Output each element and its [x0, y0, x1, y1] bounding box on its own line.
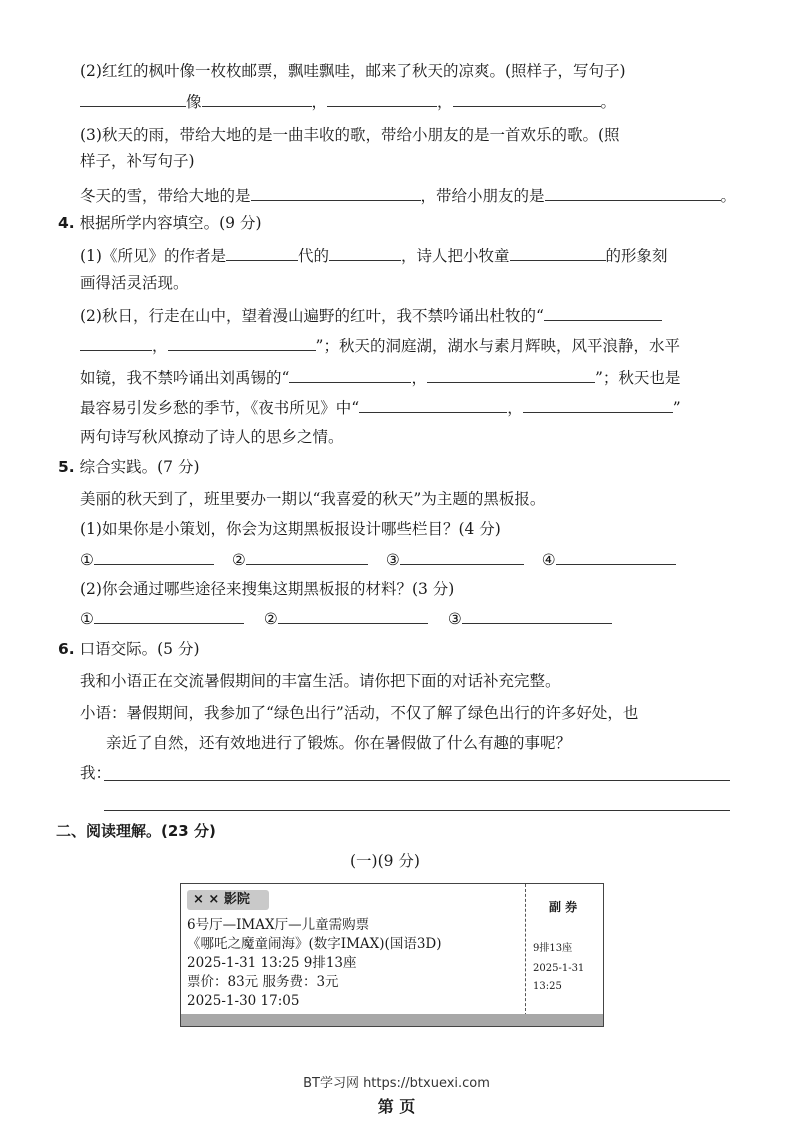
q4-p2-line2	[80, 334, 680, 357]
comma: ，	[437, 93, 453, 111]
mark-1: ①	[80, 551, 94, 569]
answer-blank[interactable]	[556, 548, 676, 565]
q4-p2-line1	[80, 304, 662, 327]
answer-blank[interactable]	[400, 548, 524, 565]
q4-p1-c: ，诗人把小牧童	[400, 247, 510, 265]
answer-blank[interactable]	[510, 244, 606, 261]
q5-p1: (1)如果你是小策划，你会为这期黑板报设计哪些栏目？(4 分)	[80, 520, 501, 538]
q3-fill-a: 冬天的雪，带给大地的是	[80, 187, 251, 205]
q3-p3-line1: (3)秋天的雨，带给大地的是一曲丰收的歌，带给小朋友的是一首欢乐的歌。(照	[80, 126, 620, 144]
answer-blank[interactable]	[168, 334, 316, 351]
answer-blank[interactable]	[544, 304, 662, 321]
q3-p3-fill	[80, 184, 736, 207]
q3-p2-text: (2)红红的枫叶像一枚枚邮票，飘哇飘哇，邮来了秋天的凉爽。(照样子，写句子)	[80, 62, 626, 80]
q5-p1-blanks	[80, 548, 676, 571]
q5-title	[58, 456, 200, 478]
ticket-line5: 2025-1-30 17:05	[187, 993, 300, 1009]
answer-blank[interactable]	[453, 90, 601, 107]
comma: ，	[311, 93, 328, 111]
comma: ，	[507, 399, 523, 417]
ticket-perforation	[525, 884, 526, 1016]
q6-title	[58, 638, 200, 660]
q4-p1-line2: 画得活灵活现。	[80, 274, 189, 292]
q5-number: 5.	[58, 458, 75, 476]
ticket-line2: 《哪吒之魔童闹海》(数字IMAX)(国语3D)	[187, 936, 442, 952]
q4-number: 4.	[58, 214, 75, 232]
ticket-cinema: × × 影院	[187, 890, 269, 910]
answer-blank[interactable]	[202, 90, 312, 107]
q4-p1	[80, 244, 668, 267]
q3-p3-line2: 样子，补写句子)	[80, 152, 195, 170]
q5-title-text: 综合实践。(7 分)	[79, 458, 200, 476]
q6-xiaoyu-line1: 小语：暑假期间，我参加了“绿色出行”活动，不仅了解了绿色出行的许多好处，也	[80, 704, 639, 722]
q3-like: 像	[186, 93, 202, 111]
q6-number: 6.	[58, 640, 75, 658]
comma: ，	[152, 337, 168, 355]
comma: ，	[411, 369, 427, 387]
answer-blank[interactable]	[226, 244, 298, 261]
q5-p2-blanks	[80, 607, 612, 630]
movie-ticket	[180, 883, 604, 1027]
answer-blank[interactable]	[327, 90, 437, 107]
answer-blank[interactable]	[545, 184, 721, 201]
ticket-bottom-bar	[181, 1014, 603, 1026]
q4-p2-d: ”；秋天也是	[594, 369, 681, 387]
q4-p2-c: 如镜，我不禁吟诵出刘禹锡的“	[80, 369, 290, 387]
ticket-line3: 2025-1-31 13:25 9排13座	[187, 955, 357, 971]
q4-p2-line4	[80, 396, 681, 419]
q4-p2-e: 最容易引发乡愁的季节，《夜书所见》中“	[80, 399, 360, 417]
q4-title-text: 根据所学内容填空。(9 分)	[79, 214, 262, 232]
ticket-stub-seat: 9排13座	[533, 943, 573, 954]
q3-p2-fill-line	[80, 90, 616, 113]
answer-blank[interactable]	[278, 607, 428, 624]
answer-blank[interactable]	[359, 396, 507, 413]
answer-line[interactable]	[104, 780, 730, 781]
answer-blank[interactable]	[94, 548, 214, 565]
answer-blank[interactable]	[80, 334, 152, 351]
answer-blank[interactable]	[246, 548, 368, 565]
period: 。	[600, 93, 617, 111]
q3-fill-b: ，带给小朋友的是	[420, 187, 545, 205]
q4-p2-line3	[80, 366, 680, 389]
ticket-line1: 6号厅—IMAX厅—儿童需购票	[187, 917, 370, 933]
part2-title: 二、阅读理解。(23 分)	[56, 822, 216, 840]
period: 。	[720, 187, 737, 205]
ticket-stub-title: 副 券	[549, 900, 578, 914]
answer-line[interactable]	[104, 810, 730, 811]
q4-p1-a: (1)《所见》的作者是	[80, 247, 226, 265]
q4-p1-d: 的形象刻	[605, 247, 668, 265]
page-number: 第 页	[377, 1097, 416, 1116]
q4-title	[58, 212, 262, 234]
q6-xiaoyu-line2: 亲近了自然，还有效地进行了锻炼。你在暑假做了什么有趣的事呢？	[106, 734, 572, 752]
answer-blank[interactable]	[94, 607, 244, 624]
q6-intro: 我和小语正在交流暑假期间的丰富生活。请你把下面的对话补充完整。	[80, 672, 561, 690]
mark-3: ③	[385, 551, 400, 569]
ticket-stub-date: 2025-1-31	[533, 963, 585, 974]
q4-p2-line5: 两句诗写秋风撩动了诗人的思乡之情。	[80, 428, 344, 446]
footer-site: BT学习网 https://btxuexi.com	[303, 1076, 490, 1091]
answer-blank[interactable]	[427, 366, 595, 383]
mark-3: ③	[447, 610, 462, 628]
q5-intro: 美丽的秋天到了，班里要办一期以“我喜爱的秋天”为主题的黑板报。	[80, 490, 546, 508]
mark-2: ②	[263, 610, 278, 628]
q4-p2-f: ”	[672, 399, 681, 417]
ticket-stub-time: 13:25	[533, 981, 562, 992]
mark-1: ①	[80, 610, 94, 628]
q5-p2: (2)你会通过哪些途径来搜集这期黑板报的材料？(3 分)	[80, 580, 455, 598]
ticket-line4: 票价：83元 服务费：3元	[187, 974, 339, 990]
answer-blank[interactable]	[289, 366, 411, 383]
answer-blank[interactable]	[251, 184, 421, 201]
q4-p1-b: 代的	[297, 247, 329, 265]
answer-blank[interactable]	[80, 90, 186, 107]
mark-2: ②	[231, 551, 246, 569]
mark-4: ④	[541, 551, 556, 569]
part2-subtitle: (一)(9 分)	[350, 852, 420, 870]
q4-p2-a: (2)秋日，行走在山中，望着漫山遍野的红叶，我不禁吟诵出杜牧的“	[80, 307, 544, 325]
q4-p2-b: ”；秋天的洞庭湖，湖水与素月辉映，风平浪静，水平	[315, 337, 680, 355]
answer-blank[interactable]	[523, 396, 673, 413]
answer-blank[interactable]	[329, 244, 401, 261]
q6-me-label: 我：	[80, 764, 112, 782]
q6-title-text: 口语交际。(5 分)	[79, 640, 200, 658]
answer-blank[interactable]	[462, 607, 612, 624]
